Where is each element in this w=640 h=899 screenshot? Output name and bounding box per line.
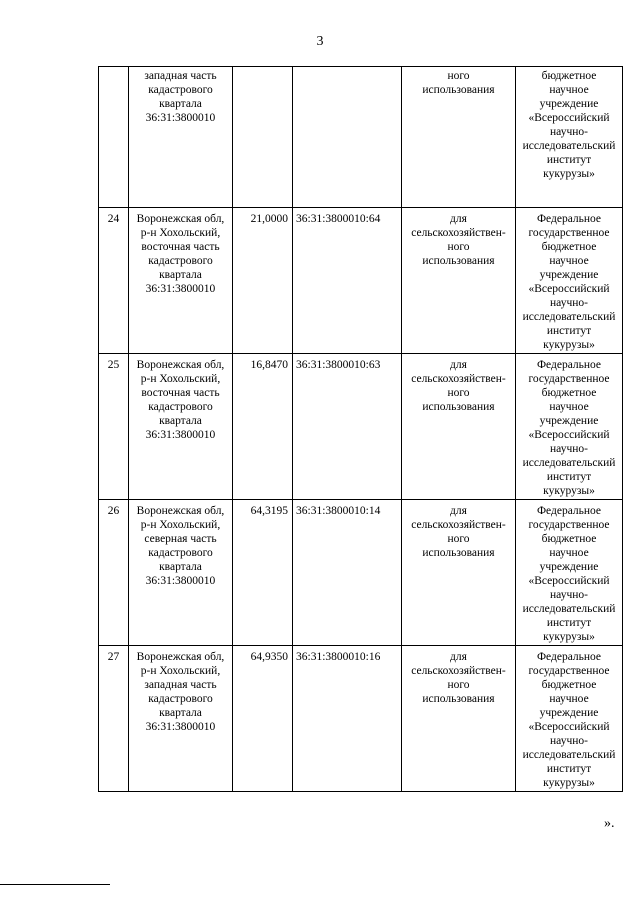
cell-organization (516, 67, 623, 208)
cell-text-line: научное (549, 547, 589, 559)
cell-number (99, 500, 129, 646)
cell-text-line: исследовательский (522, 749, 616, 761)
cell-cadastral-number (293, 208, 402, 354)
cell-text-line: ного (447, 533, 470, 545)
cell-text: 26 (107, 505, 120, 517)
cell-text-line: государственное (528, 665, 610, 677)
cell-text-line: «Всероссийский (528, 112, 610, 124)
cell-text-line: северная часть (144, 533, 217, 545)
cell-text-line: исследовательский (522, 457, 616, 469)
cell-location (129, 354, 233, 500)
cell-area (233, 500, 293, 646)
cell-text-line: институт (546, 617, 592, 629)
cell-text-line: научное (549, 255, 589, 267)
cell-text-line: бюджетное (541, 241, 597, 253)
cell-text-line: Федеральное (536, 213, 602, 225)
cell-text-line: для (450, 505, 467, 517)
cell-text-line: ного (447, 241, 470, 253)
cell-cadastral-number (293, 646, 402, 792)
cell-text-line: восточная часть (141, 387, 220, 399)
cell-text-line: Воронежская обл, (136, 505, 225, 517)
cell-text-line: научно- (550, 126, 588, 138)
cell-text-line: кадастрового (148, 255, 213, 267)
cell-organization (516, 500, 623, 646)
cell-location (129, 208, 233, 354)
cell-land-use (402, 67, 516, 208)
cell-text-line: «Всероссийский (528, 283, 610, 295)
cell-text-line: учреждение (539, 98, 599, 110)
cell-text-line: институт (546, 471, 592, 483)
cell-text-line: Федеральное (536, 651, 602, 663)
cell-text-line: использования (422, 693, 495, 705)
cell-text-line: использования (422, 547, 495, 559)
cell-organization (516, 646, 623, 792)
cell-text-line: ного (447, 70, 470, 82)
cell-text: 36:31:3800010:14 (296, 505, 381, 517)
closing-quote-mark: ». (604, 816, 615, 831)
cell-text: 27 (107, 651, 120, 663)
cell-text-line: исследовательский (522, 140, 616, 152)
cell-text-line: квартала (159, 415, 202, 427)
cell-number (99, 354, 129, 500)
cell-text-line: бюджетное (541, 533, 597, 545)
cell-text-line: кадастрового (148, 401, 213, 413)
cell-text-line: научно- (550, 589, 588, 601)
cell-text-line: для (450, 213, 467, 225)
cell-area (233, 646, 293, 792)
cell-text-line: научно- (550, 443, 588, 455)
cell-text-line: исследовательский (522, 603, 616, 615)
cell-land-use (402, 646, 516, 792)
cell-area (233, 354, 293, 500)
table-row (99, 500, 623, 646)
cell-text-line: р-н Хохольский, (140, 373, 221, 385)
cell-text-line: государственное (528, 227, 610, 239)
cell-area (233, 67, 293, 208)
table-row (99, 67, 623, 208)
cell-text-line: 36:31:3800010 (145, 575, 216, 587)
cell-text-line: институт (546, 154, 592, 166)
cell-text: 24 (107, 213, 120, 225)
cell-text-line: научно- (550, 735, 588, 747)
cell-text-line: восточная часть (141, 241, 220, 253)
cell-text-line: квартала (159, 269, 202, 281)
cell-text: 36:31:3800010:16 (296, 651, 381, 663)
land-plots-table (98, 66, 623, 792)
cell-text-line: ного (447, 387, 470, 399)
cell-number (99, 208, 129, 354)
cell-text-line: квартала (159, 98, 202, 110)
cell-area (233, 208, 293, 354)
cell-land-use (402, 354, 516, 500)
cell-text-line: кадастрового (148, 84, 213, 96)
cell-organization (516, 208, 623, 354)
cell-text-line: сельскохозяйствен- (411, 665, 506, 677)
cell-text-line: государственное (528, 519, 610, 531)
cell-number (99, 67, 129, 208)
cell-text-line: научное (549, 401, 589, 413)
cell-text-line: кукурузы» (543, 485, 595, 497)
cell-text: 21,0000 (250, 213, 288, 225)
cell-text-line: учреждение (539, 415, 599, 427)
cell-text: 64,9350 (250, 651, 288, 663)
cell-text-line: для (450, 359, 467, 371)
cell-location (129, 500, 233, 646)
cell-text-line: институт (546, 763, 592, 775)
cell-text-line: 36:31:3800010 (145, 283, 216, 295)
cell-text-line: сельскохозяйствен- (411, 227, 506, 239)
cell-text-line: Воронежская обл, (136, 213, 225, 225)
table-row (99, 354, 623, 500)
cell-text-line: учреждение (539, 269, 599, 281)
cell-text-line: кукурузы» (543, 168, 595, 180)
cell-text-line: «Всероссийский (528, 575, 610, 587)
table-row (99, 646, 623, 792)
cell-text-line: государственное (528, 373, 610, 385)
cell-cadastral-number (293, 67, 402, 208)
cell-text-line: западная часть (144, 679, 217, 691)
cell-text-line: 36:31:3800010 (145, 721, 216, 733)
cell-text-line: бюджетное (541, 387, 597, 399)
cell-text-line: Воронежская обл, (136, 359, 225, 371)
cell-land-use (402, 208, 516, 354)
cell-text-line: р-н Хохольский, (140, 519, 221, 531)
table-row (99, 208, 623, 354)
cell-text-line: кукурузы» (543, 631, 595, 643)
cell-number (99, 646, 129, 792)
cell-text-line: Федеральное (536, 359, 602, 371)
cell-text: 16,8470 (250, 359, 288, 371)
cell-cadastral-number (293, 500, 402, 646)
cell-location (129, 67, 233, 208)
cell-text-line: западная часть (144, 70, 217, 82)
cell-text-line: кадастрового (148, 693, 213, 705)
cell-text-line: квартала (159, 561, 202, 573)
cell-text-line: использования (422, 255, 495, 267)
cell-cadastral-number (293, 354, 402, 500)
cell-text-line: бюджетное (541, 70, 597, 82)
cell-text-line: для (450, 651, 467, 663)
cell-text-line: ного (447, 679, 470, 691)
cell-text-line: 36:31:3800010 (145, 112, 216, 124)
cell-text-line: исследовательский (522, 311, 616, 323)
cell-text-line: сельскохозяйствен- (411, 373, 506, 385)
cell-text-line: квартала (159, 707, 202, 719)
cell-text: 36:31:3800010:64 (296, 213, 381, 225)
cell-location (129, 646, 233, 792)
cell-text-line: использования (422, 84, 495, 96)
cell-text-line: Воронежская обл, (136, 651, 225, 663)
cell-text-line: учреждение (539, 561, 599, 573)
cell-text: 25 (107, 359, 120, 371)
cell-organization (516, 354, 623, 500)
cell-text-line: научное (549, 84, 589, 96)
cell-text-line: р-н Хохольский, (140, 227, 221, 239)
cell-text-line: сельскохозяйствен- (411, 519, 506, 531)
cell-text-line: научное (549, 693, 589, 705)
cell-text-line: научно- (550, 297, 588, 309)
cell-text-line: использования (422, 401, 495, 413)
cell-text-line: институт (546, 325, 592, 337)
cell-text-line: кукурузы» (543, 777, 595, 789)
cell-text-line: «Всероссийский (528, 429, 610, 441)
cell-text: 36:31:3800010:63 (296, 359, 381, 371)
cell-text-line: Федеральное (536, 505, 602, 517)
cell-text-line: кукурузы» (543, 339, 595, 351)
cell-text-line: р-н Хохольский, (140, 665, 221, 677)
table-body (99, 67, 623, 792)
cell-text-line: 36:31:3800010 (145, 429, 216, 441)
footer-rule (0, 884, 110, 885)
cell-text-line: кадастрового (148, 547, 213, 559)
cell-text-line: учреждение (539, 707, 599, 719)
page-number: 3 (316, 34, 324, 49)
cell-text: 64,3195 (250, 505, 288, 517)
cell-text-line: бюджетное (541, 679, 597, 691)
cell-text-line: «Всероссийский (528, 721, 610, 733)
cell-land-use (402, 500, 516, 646)
